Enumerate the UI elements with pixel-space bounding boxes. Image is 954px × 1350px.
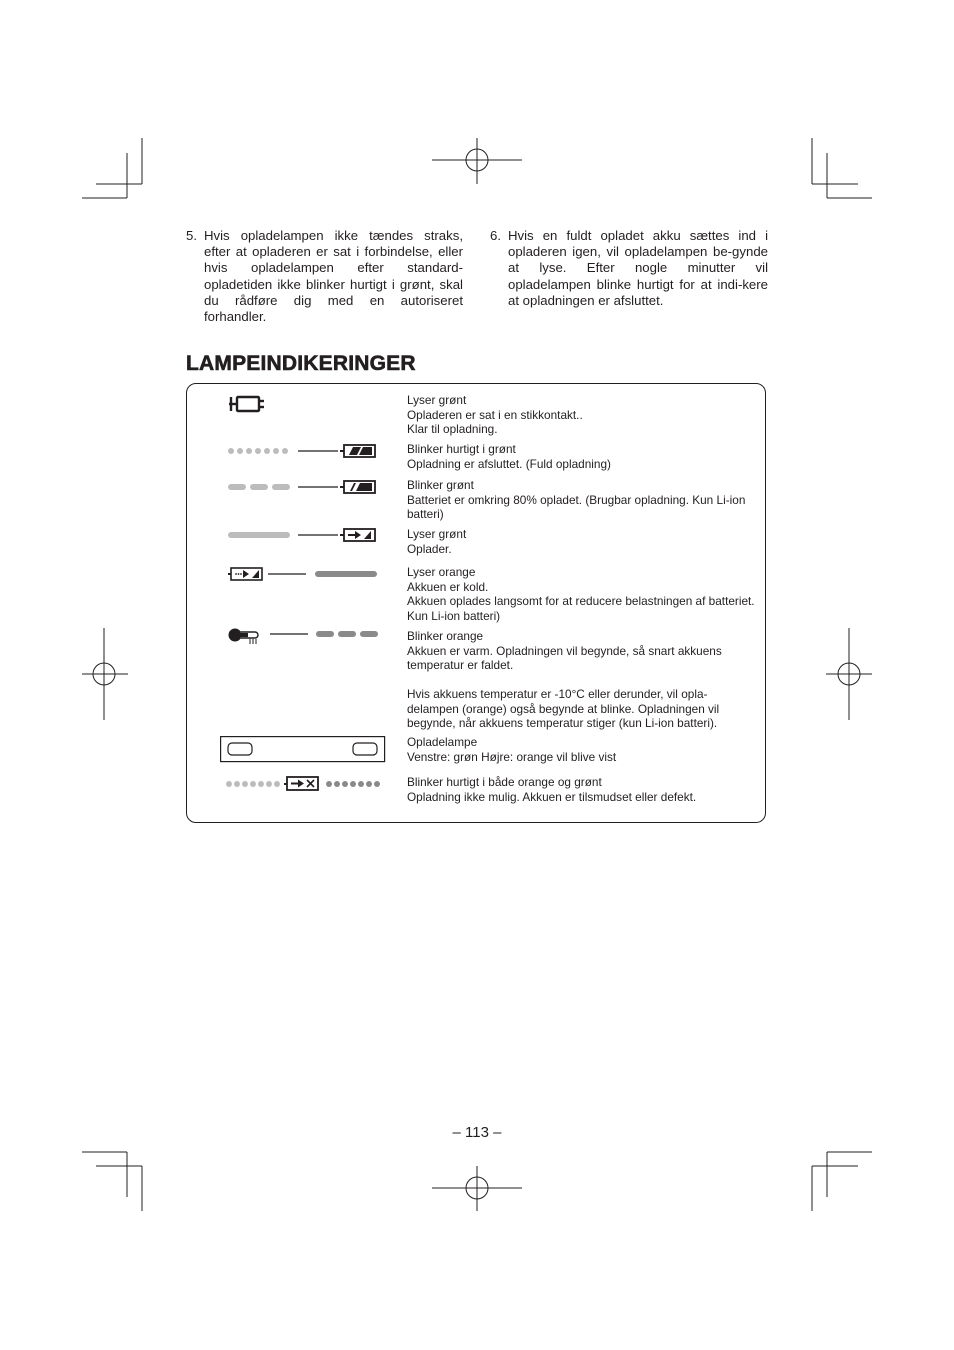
row-5-description xyxy=(407,565,757,623)
charging-battery-icon xyxy=(340,529,375,541)
row-7-line-2: Venstre: grøn Højre: orange vil blive vist xyxy=(407,749,617,764)
row-8-line-1: Blinker hurtigt i både orange og grønt xyxy=(407,775,602,789)
thermometer-icon xyxy=(229,629,259,645)
cold-battery-row-graphic xyxy=(226,566,386,582)
instruction-item-6 xyxy=(490,228,768,309)
row-1-line-2: Opladeren er sat i en stikkontakt.. xyxy=(407,407,583,422)
section-heading: LAMPEINDIKERINGER xyxy=(186,352,416,375)
row-6-line-2: Akkuen er varm. Opladningen vil begynde, så snart akkuens temperatur er faldet. xyxy=(407,643,722,672)
row-3-line-1: Blinker grønt xyxy=(407,478,474,492)
fast-blink-dots-pattern xyxy=(226,443,386,459)
battery-80-icon xyxy=(340,481,375,493)
row-6-line-4: Hvis akkuens temperatur er -10°C eller derunder, vil opla-delampen (orange) også begynde at blinke. Opladningen vil begynde, når akkuens temperatur stiger (kun Li-ion batteri). xyxy=(407,687,720,730)
row-1-description xyxy=(407,393,757,437)
row-7-description xyxy=(407,735,757,764)
row-6-description xyxy=(407,629,757,731)
blink-dashes-pattern xyxy=(226,479,386,495)
row-7-line-1: Opladelampe xyxy=(407,735,478,749)
alternating-dots-pattern xyxy=(224,775,384,793)
row-4-line-1: Lyser grønt xyxy=(407,527,467,541)
row-2-line-2: Opladning er afsluttet. (Fuld opladning) xyxy=(407,456,611,471)
row-6-spacer xyxy=(407,673,757,688)
full-battery-icon xyxy=(340,445,375,457)
row-2-line-1: Blinker hurtigt i grønt xyxy=(407,442,516,456)
row-1-line-1: Lyser grønt xyxy=(407,393,467,407)
item-text: Hvis en fuldt opladet akku sættes ind i opladeren igen, vil opladelampen be-gynde at lyse. Efter nogle minutter vil opladelampen blinke hurtigt for at indi-kere at opladningen er afsluttet. xyxy=(508,228,768,308)
row-5-line-2: Akkuen er kold. xyxy=(407,579,489,594)
row-4-line-2: Oplader. xyxy=(407,541,452,556)
row-3-line-2: Batteriet er omkring 80% opladet. (Brugbar opladning. Kun Li-ion batteri) xyxy=(407,492,746,521)
row-8-line-2: Opladning ikke mulig. Akkuen er tilsmudset eller defekt. xyxy=(407,789,697,804)
charger-lamps-icon xyxy=(220,736,386,764)
row-2-description xyxy=(407,442,757,471)
row-6-line-1: Blinker orange xyxy=(407,629,484,643)
hot-battery-row-graphic xyxy=(226,625,386,647)
row-3-description xyxy=(407,478,757,522)
charge-error-icon xyxy=(284,777,318,790)
cold-battery-icon xyxy=(228,568,262,580)
row-1-line-3: Klar til opladning. xyxy=(407,422,498,436)
instruction-item-5 xyxy=(186,228,463,325)
item-text: Hvis opladelampen ikke tændes straks, efter at opladeren er sat i forbindelse, eller hvis opladelampen efter standard-opladetiden ikke blinker hurtigt i grønt, skal du rådføre dig med en autoriseret forhandler. xyxy=(204,228,463,325)
row-5-line-3: Akkuen oplades langsomt for at reducere belastningen af batteriet. Kun Li-ion batteri) xyxy=(407,594,755,623)
row-5-line-1: Lyser orange xyxy=(407,565,476,579)
steady-bar-pattern xyxy=(226,527,386,543)
row-8-description xyxy=(407,775,757,804)
item-number: 6. xyxy=(490,228,501,243)
item-number: 5. xyxy=(186,228,197,243)
plug-icon xyxy=(228,392,268,416)
row-4-description xyxy=(407,527,757,556)
page-number: – 113 – xyxy=(452,1124,502,1141)
